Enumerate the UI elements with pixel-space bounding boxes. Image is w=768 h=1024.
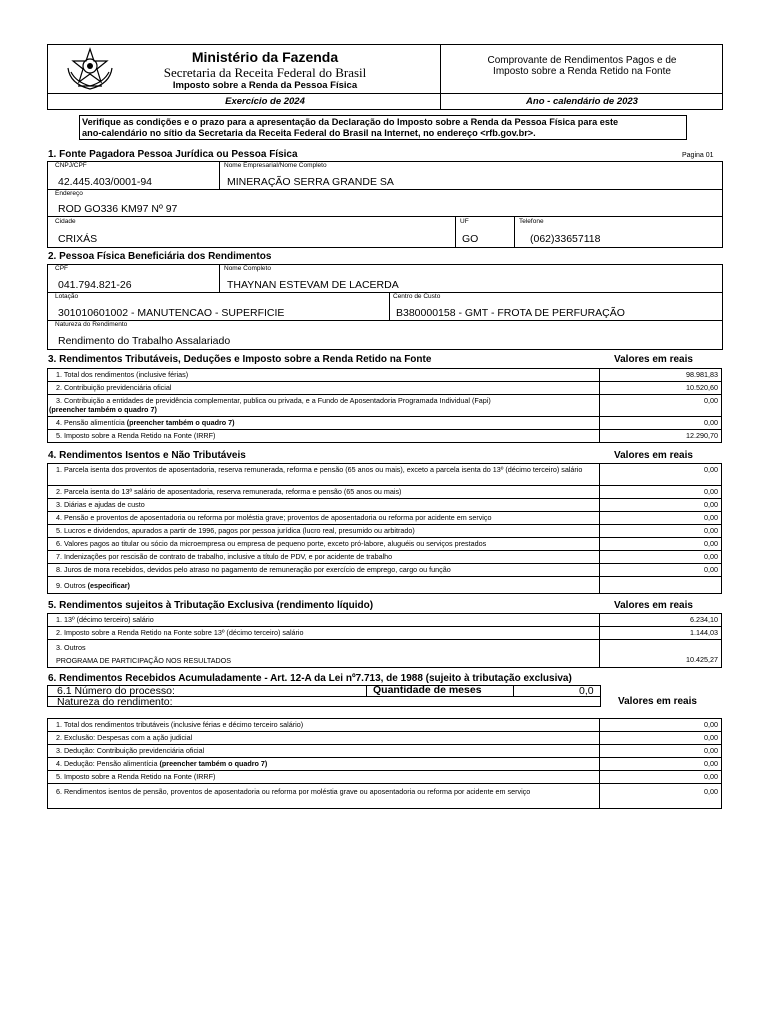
payer-city: CRIXÁS bbox=[58, 233, 98, 245]
months-value: 0,0 bbox=[579, 685, 594, 697]
beneficiary-name-label: Nome Completo bbox=[224, 265, 271, 272]
table-row: 7. Indenizações por rescisão de contrato de trabalho, inclusive a título de PDV, e por acidente de trabalho 0,00 bbox=[47, 550, 722, 564]
table-row: 4. Dedução: Pensão alimentícia (preencher também o quadro 7) 0,00 bbox=[47, 757, 722, 771]
section5-title: 5. Rendimentos sujeitos à Tributação Exclusiva (rendimento líquido) bbox=[48, 600, 374, 611]
table-row: 9. Outros (especificar) bbox=[47, 576, 722, 594]
section1-title: 1. Fonte Pagadora Pessoa Jurídica ou Pessoa Física bbox=[48, 149, 298, 160]
notice-line2: ano-calendário no sítio da Secretaria da Receita Federal do Brasil na Internet, no endereço <rfb.gov.br>. bbox=[82, 128, 536, 138]
payer-phone: (062)33657118 bbox=[530, 233, 601, 245]
table-row: 2. Exclusão: Despesas com a ação judicial 0,00 bbox=[47, 731, 722, 745]
table-row: 8. Juros de mora recebidos, devidos pelo atraso no pagamento de remuneração por exercício de emprego, cargo ou função 0,00 bbox=[47, 563, 722, 577]
uf-label: UF bbox=[460, 218, 469, 225]
cost-center-label: Centro de Custo bbox=[393, 293, 441, 300]
beneficiary-lotacao: 301010601002 - MANUTENCAO - SUPERFICIE bbox=[58, 307, 285, 319]
payer-uf: GO bbox=[462, 233, 479, 245]
table-row: 5. Imposto sobre a Renda Retido na Fonte (IRRF) 12.290,70 bbox=[47, 429, 722, 443]
page-label: Pagina 01 bbox=[682, 152, 714, 159]
table-row: 2. Imposto sobre a Renda Retido na Fonte sobre 13º (décimo terceiro) salário 1.144,03 bbox=[47, 626, 722, 640]
payer-name-label: Nome Empresarial/Nome Completo bbox=[224, 162, 327, 169]
document-title-line1: Comprovante de Rendimentos Pagos e de bbox=[487, 55, 677, 66]
table-row: 4. Pensão alimentícia (preencher também o quadro 7) 0,00 bbox=[47, 416, 722, 430]
exercise-year: Exercício de 2024 bbox=[225, 96, 305, 107]
table-row: 1. 13º (décimo terceiro) salário 6.234,10 bbox=[47, 613, 722, 627]
cpf-label: CPF bbox=[55, 265, 68, 272]
table-row: 1. Total dos rendimentos (inclusive férias) 98.981,83 bbox=[47, 368, 722, 382]
table-row: 1. Parcela isenta dos proventos de aposentadoria, reserva remunerada, reforma e pensão (65 anos ou mais), exceto a parcela isenta do 13º (décimo terceiro) salário 0,00 bbox=[47, 463, 722, 486]
table-row: 2. Contribuição previdenciária oficial 10.520,60 bbox=[47, 381, 722, 395]
table-row: 3. Dedução: Contribuição previdenciária oficial 0,00 bbox=[47, 744, 722, 758]
payer-cnpj: 42.445.403/0001-94 bbox=[58, 176, 153, 188]
table-row: 3. Outros PROGRAMA DE PARTICIPAÇÃO NOS RESULTADOS 10.425,27 bbox=[47, 639, 722, 668]
table-row: 1. Total dos rendimentos tributáveis (inclusive férias e décimo terceiro salário) 0,00 bbox=[47, 718, 722, 732]
section2-title: 2. Pessoa Física Beneficiária dos Rendimentos bbox=[48, 251, 272, 262]
ministry-title: Ministério da Fazenda bbox=[191, 49, 339, 65]
section4-title: 4. Rendimentos Isentos e Não Tributáveis bbox=[48, 450, 246, 461]
table-row: 4. Pensão e proventos de aposentadoria ou reforma por moléstia grave; proventos de aposentadoria ou reforma por acidente em serviço 0,00 bbox=[47, 511, 722, 525]
section5-values-header: Valores em reais bbox=[614, 600, 693, 611]
secretariat-title: Secretaria da Receita Federal do Brasil bbox=[163, 65, 367, 80]
coat-of-arms-icon bbox=[62, 46, 118, 92]
beneficiary-name: THAYNAN ESTEVAM DE LACERDA bbox=[227, 279, 399, 291]
payer-address: ROD GO336 KM97 Nº 97 bbox=[58, 203, 178, 215]
beneficiary-cost-center: B380000158 - GMT - FROTA DE PERFURAÇÃO bbox=[396, 307, 625, 319]
cnpj-label: CNPJ/CPF bbox=[55, 162, 87, 169]
section3-title: 3. Rendimentos Tributáveis, Deduções e Imposto sobre a Renda Retido na Fonte bbox=[48, 354, 432, 365]
section6-title: 6. Rendimentos Recebidos Acumuladamente - Art. 12-A da Lei nº7.713, de 1988 (sujeito à tributação exclusiva) bbox=[48, 673, 572, 684]
calendar-year: Ano - calendário de 2023 bbox=[526, 96, 638, 107]
notice-line1: Verifique as condições e o prazo para a apresentação da Declaração do Imposto sobre a Renda da Pessoa Física para este bbox=[82, 117, 619, 127]
beneficiary-cpf: 041.794.821-26 bbox=[58, 279, 132, 291]
income-nature-rra-label: Natureza do rendimento: bbox=[57, 696, 173, 708]
section3-values-header: Valores em reais bbox=[614, 354, 693, 365]
table-row: 2. Parcela isenta do 13º salário de aposentadoria, reserva remunerada, reforma e pensão (65 anos ou mais) 0,00 bbox=[47, 485, 722, 499]
income-nature-label: Natureza do Rendimento bbox=[55, 321, 128, 328]
tax-name: Imposto sobre a Renda da Pessoa Física bbox=[172, 80, 358, 91]
section6-values-header: Valores em reais bbox=[618, 696, 697, 707]
lotacao-label: Lotação bbox=[55, 293, 79, 300]
table-row: 6. Rendimentos isentos de pensão, proventos de aposentadoria ou reforma por moléstia grave ou aposentadoria ou reforma por acidente em serviço 0,00 bbox=[47, 783, 722, 809]
phone-label: Telefone bbox=[519, 218, 544, 225]
process-number-label: 6.1 Número do processo: bbox=[57, 685, 175, 697]
document-title-line2: Imposto sobre a Renda Retido na Fonte bbox=[493, 66, 671, 77]
table-row: 6. Valores pagos ao titular ou sócio da microempresa ou empresa de pequeno porte, exceto pró-labore, aluguéis ou serviços prestados 0,00 bbox=[47, 537, 722, 551]
income-nature: Rendimento do Trabalho Assalariado bbox=[58, 335, 231, 347]
table-row: 5. Lucros e dividendos, apurados a partir de 1996, pagos por pessoa jurídica (lucro real, presumido ou arbitrado) 0,00 bbox=[47, 524, 722, 538]
months-label: Quantidade de meses bbox=[373, 684, 482, 696]
city-label: Cidade bbox=[55, 218, 76, 225]
payer-name: MINERAÇÃO SERRA GRANDE SA bbox=[227, 176, 394, 188]
table-row: 3. Diárias e ajudas de custo 0,00 bbox=[47, 498, 722, 512]
section4-values-header: Valores em reais bbox=[614, 450, 693, 461]
table-row: 3. Contribuição a entidades de previdência complementar, publica ou privada, e a Fundo de Aposentadoria Programada Individual (Fapi) (preencher também o quadro 7) 0,00 bbox=[47, 394, 722, 417]
address-label: Endereço bbox=[55, 190, 83, 197]
table-row: 5. Imposto sobre a Renda Retido na Fonte (IRRF) 0,00 bbox=[47, 770, 722, 784]
